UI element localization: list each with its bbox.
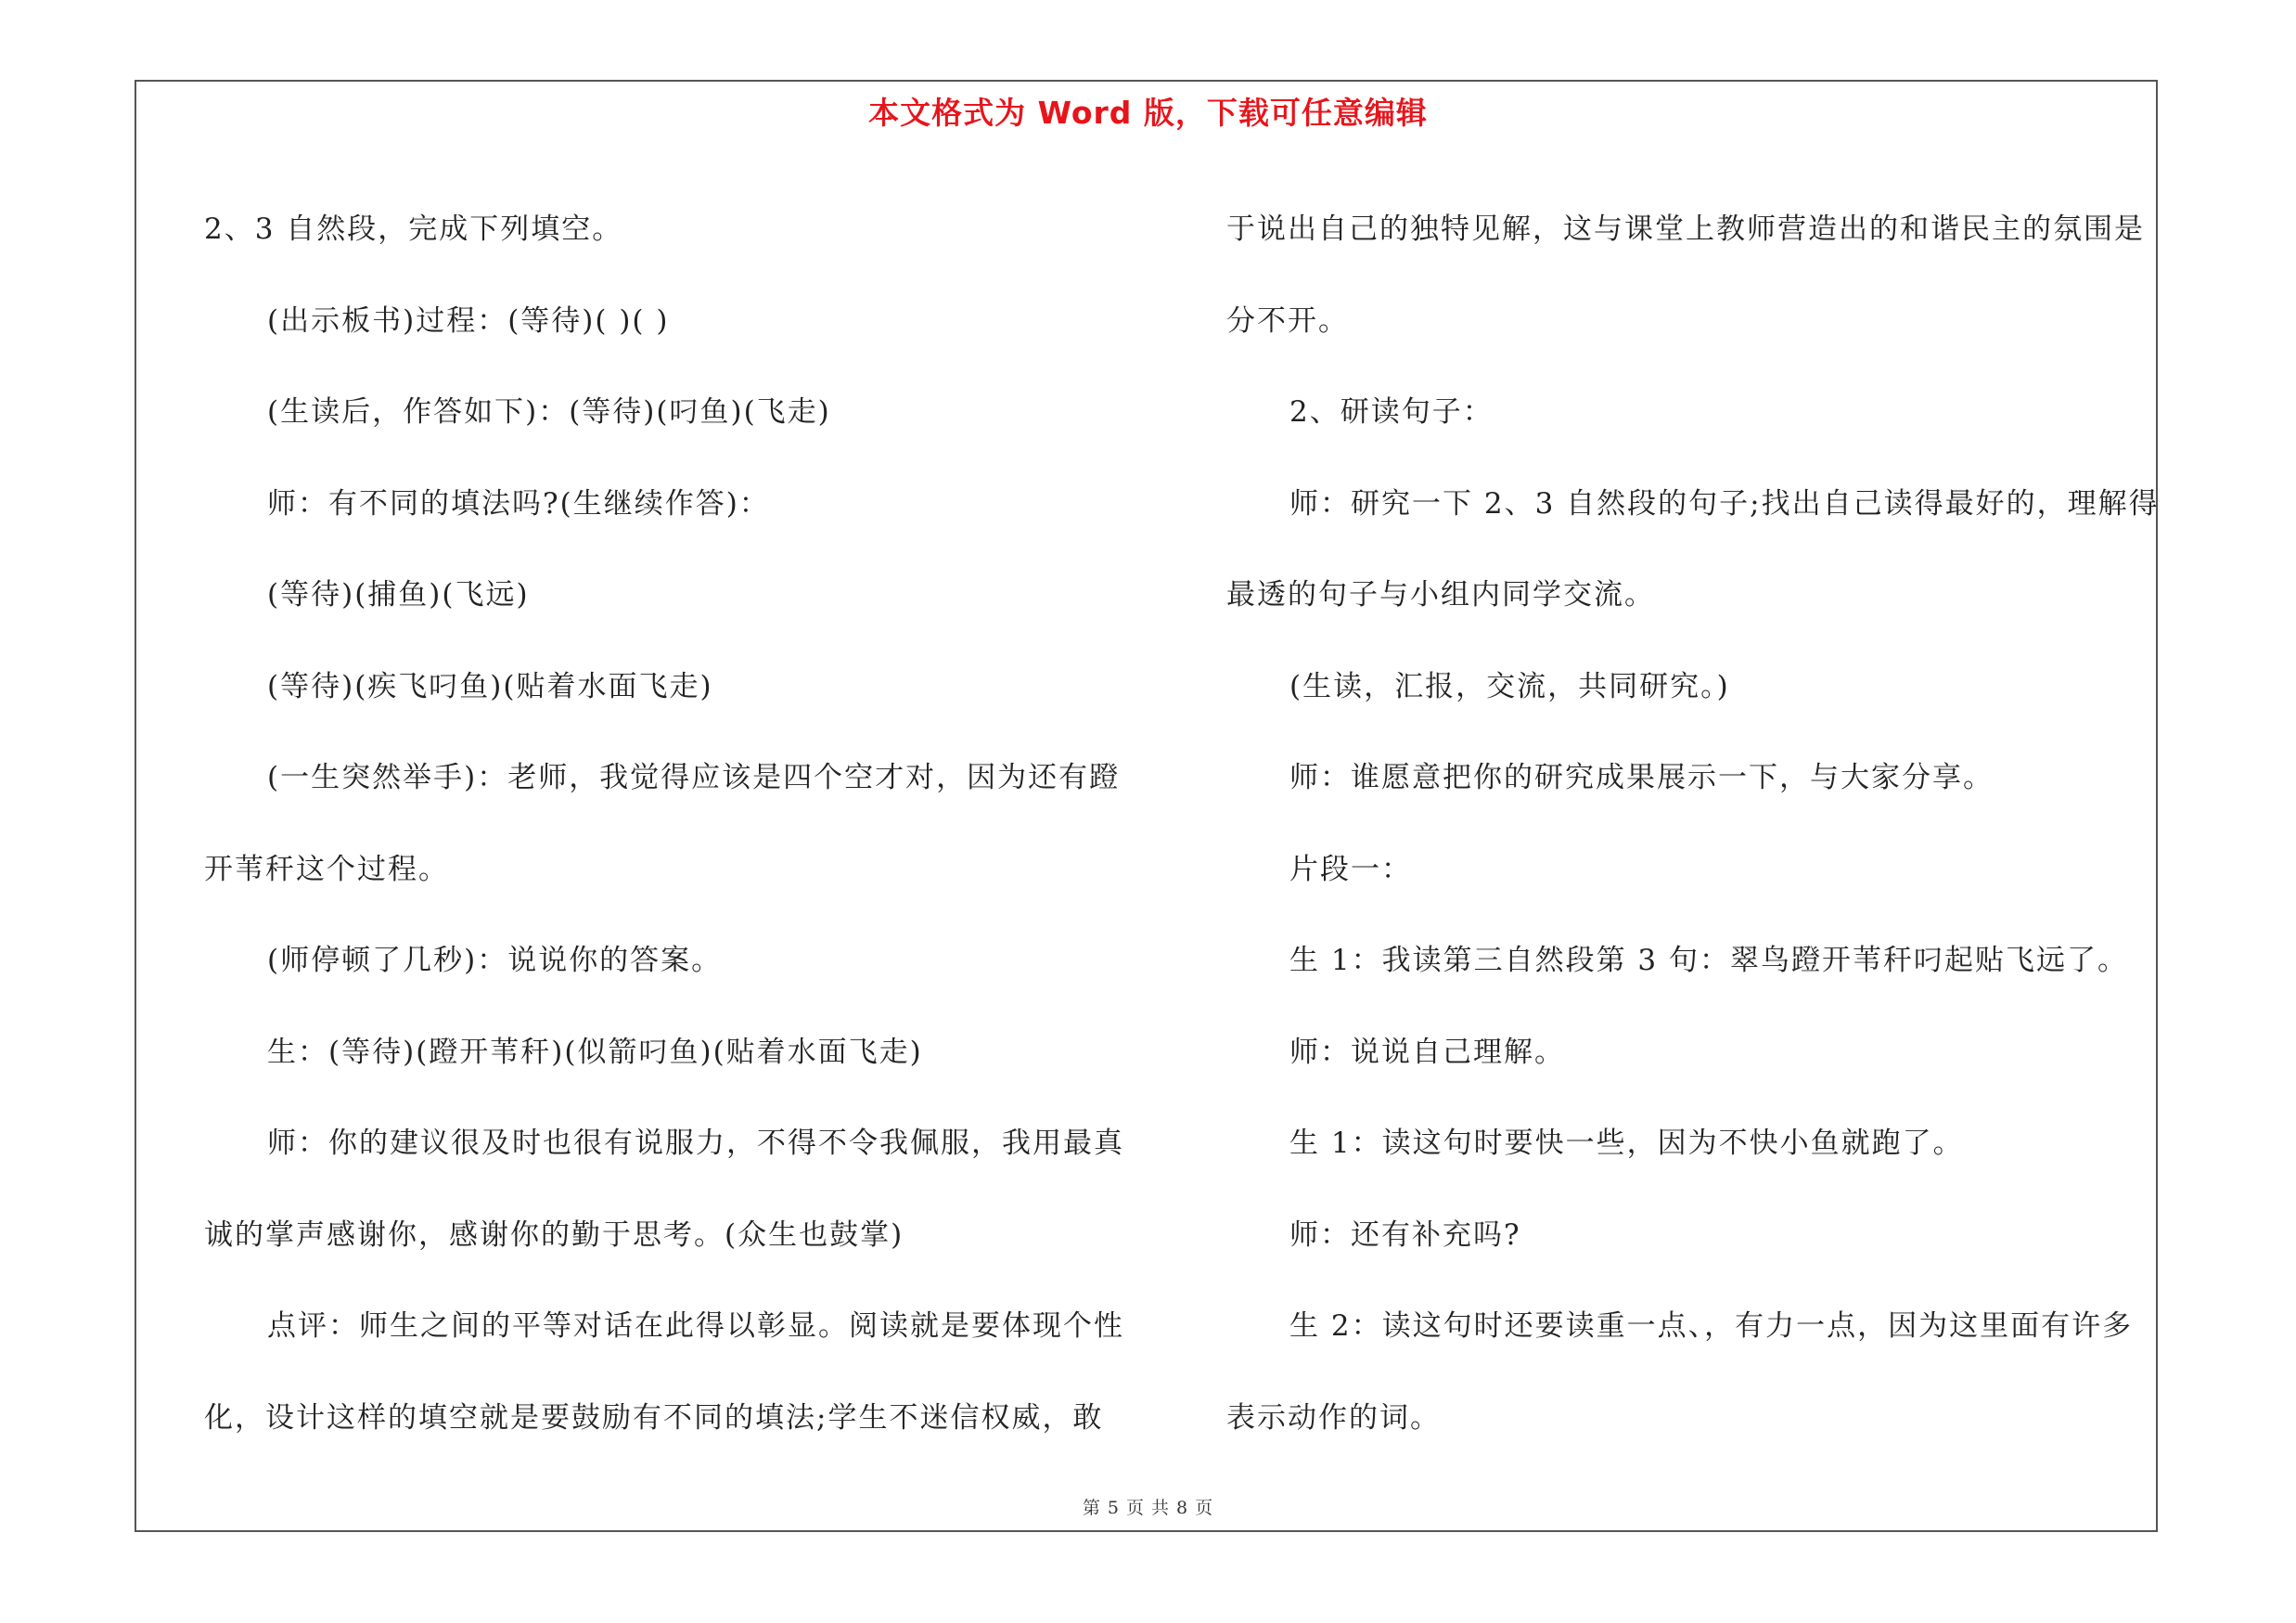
text-line: 生 1：读这句时要快一些，因为不快小鱼就跑了。 [1289, 1127, 1964, 1160]
text-line: 生 2：读这句时还要读重一点、，有力一点，因为这里面有许多 [1289, 1309, 2134, 1343]
text-line: 分不开。 [1226, 303, 1349, 338]
text-line: 片段一： [1289, 852, 1412, 886]
text-line: 生 1：我读第三自然段第 3 句：翠鸟蹬开苇秆叼起贴飞远了。 [1289, 944, 2129, 977]
header-banner: 本文格式为 Word 版，下载可任意编辑 [868, 95, 1428, 131]
right-text-column [1226, 184, 2160, 1463]
page-number-footer: 第 5 页 共 8 页 [1082, 1498, 1214, 1518]
text-line: 师：你的建议很及时也很有说服力，不得不令我佩服，我用最真 [267, 1127, 1124, 1160]
text-line: 生：(等待)(蹬开苇秆)(似箭叼鱼)(贴着水面飞走) [267, 1035, 923, 1069]
text-line: 师：还有补充吗? [1289, 1217, 1521, 1252]
text-line: (生读后，作答如下)：(等待)(叼鱼)(飞走) [267, 395, 831, 429]
text-line: 开苇秆这个过程。 [204, 852, 449, 886]
text-line: (生读，汇报，交流，共同研究。) [1289, 669, 1730, 703]
left-text-column [204, 184, 1127, 1463]
text-line: 表示动作的词。 [1226, 1400, 1441, 1435]
text-line: 于说出自己的独特见解，这与课堂上教师营造出的和谐民主的氛围是 [1226, 213, 2145, 246]
text-line: 师：研究一下 2、3 自然段的句子;找出自己读得最好的，理解得 [1289, 486, 2160, 521]
text-line: 2、研读句子： [1289, 395, 1494, 429]
text-line: 化，设计这样的填空就是要鼓励有不同的填法;学生不迷信权威，敢 [204, 1400, 1104, 1435]
text-line: (等待)(捕鱼)(飞远) [267, 578, 530, 612]
text-line: (出示板书)过程：(等待)( )( ) [267, 303, 670, 338]
text-line: 最透的句子与小组内同学交流。 [1226, 578, 1655, 612]
text-line: 点评：师生之间的平等对话在此得以彰显。阅读就是要体现个性 [267, 1309, 1124, 1343]
text-line: 师：说说自己理解。 [1289, 1035, 1565, 1069]
text-line: (一生突然举手)：老师，我觉得应该是四个空才对，因为还有蹬 [267, 761, 1121, 794]
text-line: 师：谁愿意把你的研究成果展示一下，与大家分享。 [1289, 761, 1994, 794]
text-line: (师停顿了几秒)：说说你的答案。 [267, 944, 723, 977]
text-line: 诚的掌声感谢你，感谢你的勤于思考。(众生也鼓掌) [204, 1217, 904, 1252]
text-line: 师：有不同的填法吗?(生继续作答)： [267, 486, 770, 521]
text-line: (等待)(疾飞叼鱼)(贴着水面飞走) [267, 669, 713, 703]
text-line: 2、3 自然段，完成下列填空。 [204, 213, 623, 246]
